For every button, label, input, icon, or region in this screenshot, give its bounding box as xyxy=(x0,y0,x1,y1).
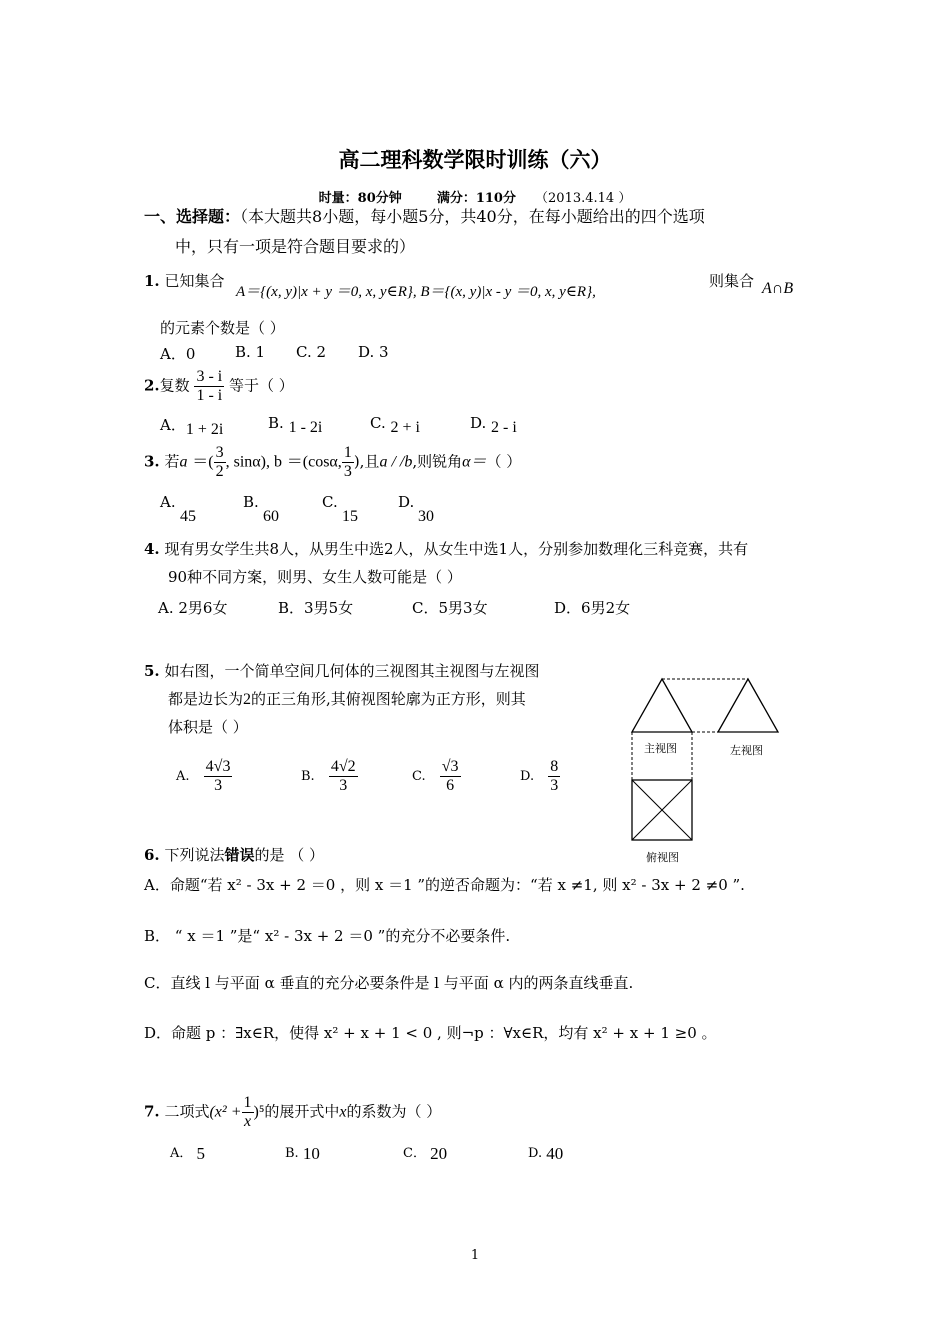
q7-frac-num: 1 xyxy=(243,1094,252,1111)
top-view-label: 俯视图 xyxy=(646,851,679,864)
q4-text: 现有男女学生共8人，从男生中选2人，从女生中选1人，分别参加数理化三科竞赛，共有 xyxy=(164,540,749,558)
q1-text-3: 的元素个数是（ ） xyxy=(160,319,285,337)
q7-option-d[interactable] xyxy=(528,1142,563,1162)
q1-stem xyxy=(144,270,224,291)
q6-option-a[interactable]: A．命题“若 x² - 3x + 2 ＝0 ，则 x ＝1 ”的逆否命题为：“若 x ≠1, 则 x² - 3x + 2 ≠0 ”. xyxy=(144,876,745,894)
q7-c-value: 20 xyxy=(430,1144,448,1163)
q5-b-num: 4√2 xyxy=(330,758,356,775)
q3-eq1: ＝( xyxy=(192,453,214,471)
q3-c-label: C. xyxy=(322,493,338,511)
q3-vec-a: a xyxy=(179,453,188,471)
q2-text-2: 等于（ ） xyxy=(229,376,294,395)
q3-option-d[interactable] xyxy=(398,493,434,530)
q3-mid1: , sinα), b xyxy=(225,453,282,471)
q3-f2-den: 3 xyxy=(343,463,352,480)
q3-d-label: D. xyxy=(398,493,415,511)
q7-stem xyxy=(144,1094,441,1131)
q1-option-d[interactable]: D. 3 xyxy=(358,343,389,361)
q7-d-value: 40 xyxy=(546,1144,564,1163)
q5-d-den: 3 xyxy=(550,777,559,794)
section-desc-2: 中，只有一项是符合题目要求的） xyxy=(175,237,416,256)
q7-c-label: C． xyxy=(403,1146,426,1161)
q5-option-b[interactable] xyxy=(301,758,358,795)
q2-stem xyxy=(144,368,294,405)
left-view-triangle xyxy=(718,679,778,732)
front-view xyxy=(632,679,692,732)
q7-fraction xyxy=(242,1094,254,1131)
q5-a-num: 4√3 xyxy=(205,758,231,775)
q2-a-value: 1 + 2i xyxy=(185,421,224,438)
q2-option-d[interactable] xyxy=(470,414,517,436)
q3-b-value: 60 xyxy=(263,508,279,525)
q4-option-b[interactable]: B．3男5女 xyxy=(278,599,354,617)
q2-d-label: D. xyxy=(470,414,487,432)
q2-frac-den: 1 - i xyxy=(196,387,223,404)
q5-side-length: 2 xyxy=(243,691,252,708)
section-desc: （本大题共8小题，每小题5分，共40分，在每小题给出的四个选项 xyxy=(240,207,705,226)
q2-frac-num: 3 - i xyxy=(196,368,223,385)
q2-option-b[interactable] xyxy=(268,414,323,436)
q3-number: 3. xyxy=(144,452,160,471)
q5-option-a[interactable] xyxy=(176,758,232,795)
q7-text: 二项式 xyxy=(164,1102,210,1121)
q5-b-label: B. xyxy=(301,769,315,784)
left-view-label: 左视图 xyxy=(730,744,763,757)
q5-line-1 xyxy=(144,660,539,681)
q7-b-label: B. xyxy=(285,1146,299,1161)
q5-line-3: 体积是（ ） xyxy=(168,718,248,736)
q7-frac-den: x xyxy=(243,1113,252,1130)
q2-option-a[interactable] xyxy=(160,414,224,438)
q7-expr-right: )⁵ xyxy=(253,1103,265,1121)
q5-text-2a: 都是边长为 xyxy=(168,690,244,708)
q4-option-c[interactable]: C．5男3女 xyxy=(412,599,488,617)
q5-d-num: 8 xyxy=(550,758,559,775)
q7-option-a[interactable] xyxy=(170,1142,205,1162)
q7-expr-left: (x² + xyxy=(209,1103,242,1121)
q6-stem xyxy=(144,844,324,865)
q3-text-2: ,则锐角 xyxy=(412,452,463,471)
q2-number: 2. xyxy=(144,376,160,395)
q1-text-2: 则集合 xyxy=(709,272,755,290)
page-number: 1 xyxy=(470,1248,480,1263)
q1-number: 1. xyxy=(144,272,160,290)
q3-c-value: 15 xyxy=(342,508,358,525)
q2-b-label: B. xyxy=(268,414,284,432)
q5-c-num: √3 xyxy=(441,758,459,775)
q3-f2-num: 1 xyxy=(343,444,352,461)
q5-d-label: D. xyxy=(520,769,535,784)
q3-stem xyxy=(144,444,521,481)
q6-number: 6. xyxy=(144,846,160,864)
q6-option-b[interactable]: B． “ x ＝1 ”是“ x² - 3x + 2 ＝0 ”的充分不必要条件. xyxy=(144,927,511,945)
q4-line-1 xyxy=(144,538,748,559)
q3-option-a[interactable] xyxy=(160,493,196,530)
q4-option-a[interactable]: A. 2男6女 xyxy=(158,599,228,617)
q1-expr: A∩B xyxy=(762,280,794,297)
q7-a-value: 5 xyxy=(196,1144,206,1163)
page-title: 高二理科数学限时训练（六） xyxy=(338,147,612,172)
q3-b-label: B. xyxy=(243,493,259,511)
section-title: 一、选择题： xyxy=(144,207,241,226)
q2-fraction xyxy=(194,368,224,405)
exam-date: （2013.4.14 ） xyxy=(535,191,632,206)
q3-parallel: a / /b xyxy=(379,453,413,471)
q5-text-2c: 的正三角形,其俯视图轮廓为正方形，则其 xyxy=(251,690,526,708)
three-view-figure xyxy=(620,670,790,870)
q7-text-2: 的展开式中 xyxy=(264,1102,340,1121)
q6-option-c[interactable]: C．直线 l 与平面 α 垂直的充分必要条件是 l 与平面 α 内的两条直线垂直. xyxy=(144,974,634,992)
q1-sets: A＝{(x, y)|x + y ＝0, x, y∈R}, B＝{(x, y)|x - y ＝0, x, y∈R}, xyxy=(236,284,596,300)
left-view xyxy=(718,679,778,732)
q7-var: x xyxy=(339,1103,347,1121)
q2-a-label: A． xyxy=(160,416,186,434)
q3-a-label: A. xyxy=(160,493,176,511)
q2-d-value: 2 - i xyxy=(491,419,517,436)
q3-eq2: ＝(cosα, xyxy=(286,453,342,471)
q7-option-c[interactable] xyxy=(403,1142,447,1162)
q4-number: 4. xyxy=(144,540,160,558)
q7-b-value: 10 xyxy=(302,1144,320,1163)
q5-line-2 xyxy=(168,688,526,709)
q5-a-den: 3 xyxy=(214,777,223,794)
q3-a-value: 45 xyxy=(180,508,196,525)
q1-option-a[interactable]: A．0 xyxy=(160,345,196,363)
q6-text-2: 的是 （ ） xyxy=(254,846,325,864)
q3-f1-num: 3 xyxy=(215,444,224,461)
top-view xyxy=(632,780,692,840)
front-view-label: 主视图 xyxy=(644,742,677,755)
q2-text: 复数 xyxy=(159,376,190,395)
q7-text-3: 的系数为（ ） xyxy=(346,1102,442,1121)
q2-c-value: 2 + i xyxy=(390,419,420,436)
q3-text-3: （ ） xyxy=(486,452,522,471)
q5-option-d[interactable] xyxy=(520,758,560,795)
q6-bold: 错误 xyxy=(224,846,255,864)
q5-c-den: 6 xyxy=(446,777,455,794)
q5-number: 5. xyxy=(144,662,160,680)
q5-b-den: 3 xyxy=(339,777,348,794)
q2-b-value: 1 - 2i xyxy=(288,419,323,436)
q1-option-c[interactable]: C. 2 xyxy=(296,343,327,361)
q3-text: 若 xyxy=(164,452,180,471)
q1-text: 已知集合 xyxy=(164,272,225,290)
q3-d-value: 30 xyxy=(418,508,434,525)
q2-option-c[interactable] xyxy=(370,414,420,436)
q3-mid2: ),且 xyxy=(353,452,380,471)
q6-text: 下列说法 xyxy=(164,846,225,864)
q4-line-2: 90种不同方案，则男、女生人数可能是（ ） xyxy=(168,568,462,586)
section-heading xyxy=(144,204,705,227)
q5-text: 如右图，一个简单空间几何体的三视图其主视图与左视图 xyxy=(164,662,540,680)
q3-f1-den: 2 xyxy=(215,463,224,480)
q7-number: 7. xyxy=(144,1102,160,1121)
time-label: 时量：80分钟 xyxy=(318,191,402,206)
q5-c-label: C. xyxy=(412,769,426,784)
q7-d-label: D. xyxy=(528,1146,543,1161)
q3-frac-1 xyxy=(214,444,226,481)
q2-c-label: C. xyxy=(370,414,386,432)
q7-a-label: A． xyxy=(170,1146,193,1161)
score-label: 满分：110分 xyxy=(436,191,516,206)
front-view-triangle xyxy=(632,679,692,732)
q5-a-label: A. xyxy=(176,769,190,784)
q4-option-d[interactable]: D．6男2女 xyxy=(554,599,631,617)
q1-option-b[interactable]: B. 1 xyxy=(235,343,266,361)
q6-option-d[interactable]: D．命题 p ：∃x∈R，使得 x² + x + 1 < 0 , 则¬p ：∀x∈R，均有 x² + x + 1 ≥0 。 xyxy=(144,1024,717,1042)
q3-option-b[interactable] xyxy=(243,493,279,530)
q3-frac-2 xyxy=(342,444,354,481)
q7-option-b[interactable] xyxy=(285,1142,320,1162)
q3-option-c[interactable] xyxy=(322,493,358,530)
q5-option-c[interactable] xyxy=(412,758,461,795)
q3-alpha: α＝ xyxy=(462,453,487,471)
